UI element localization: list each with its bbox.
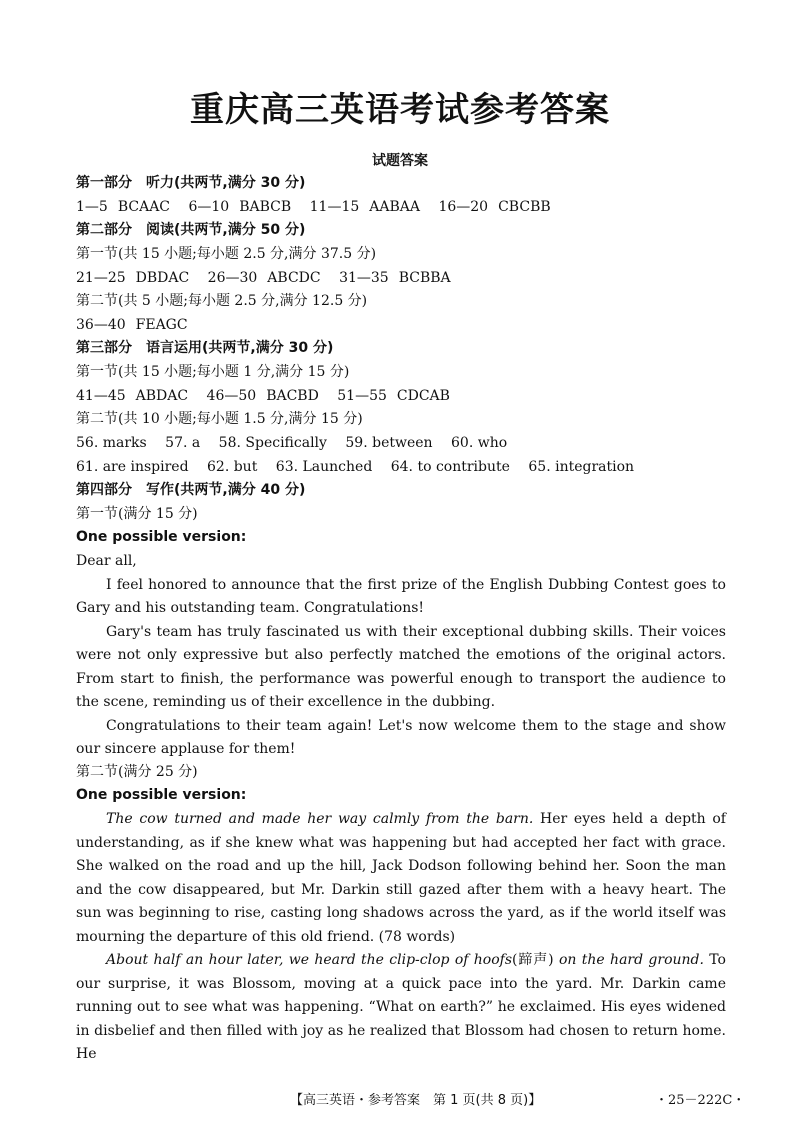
part2-section2: 第二节(共 5 小题;每小题 2.5 分,满分 12.5 分) (76, 293, 368, 309)
fill-answer: 58. Specifically (218, 435, 327, 451)
answer-key: AABAA (369, 199, 420, 215)
story-lead-sentence: The cow turned and made her way calmly from the barn. (106, 811, 534, 827)
answer-range: 11—15 (309, 199, 360, 215)
footer-page-info: 【高三英语・参考答案 第 1 页(共 8 页)】 (290, 1093, 542, 1108)
story-paragraph (76, 808, 726, 949)
fill-answer: 60. who (451, 435, 508, 451)
page-title: 重庆高三英语考试参考答案 (190, 90, 610, 130)
version-label: One possible version: (76, 529, 247, 545)
page-subtitle: 试题答案 (372, 153, 428, 169)
story-text: To our surprise, it was Blossom, moving at a quick pace into the yard. Mr. Darkin came running out to see what was happening. “What on earth?” he exclaimed. His eyes widened in disbelief and then filled with joy as he realized that Blossom had chosen to return home. He (76, 952, 726, 1062)
answer-range: 31—35 (339, 270, 389, 286)
letter-paragraph: Congratulations to their team again! Let's now welcome them to the stage and show our sincere applause for them! (76, 717, 726, 757)
fill-answer: 57. a (165, 435, 201, 451)
fill-answer: 63. Launched (275, 459, 373, 475)
part2-section1: 第一节(共 15 小题;每小题 2.5 分,满分 37.5 分) (76, 246, 377, 262)
answer-key: BABCB (239, 199, 292, 215)
part3-section2: 第二节(共 10 小题;每小题 1.5 分,满分 15 分) (76, 411, 363, 427)
letter-essay (76, 550, 726, 762)
fill-answer: 62. but (207, 459, 258, 475)
answer-range: 26—30 (207, 270, 258, 286)
part2-answers2 (76, 315, 188, 335)
answer-key: ABDAC (135, 388, 189, 404)
answer-key: CDCAB (396, 388, 450, 404)
fill-answer: 64. to contribute (390, 459, 510, 475)
part3-fill-row1 (76, 433, 507, 453)
part1-heading: 第一部分 听力(共两节,满分 30 分) (76, 175, 306, 191)
version-label: One possible version: (76, 787, 247, 803)
answer-key: ABCDC (267, 270, 321, 286)
answer-range: 16—20 (438, 199, 489, 215)
part2-answers1 (76, 268, 451, 288)
answer-range: 21—25 (76, 270, 126, 286)
story-paragraph (76, 949, 726, 1067)
answer-range: 46—50 (206, 388, 257, 404)
answer-key: BCBBA (398, 270, 451, 286)
answer-range: 41—45 (76, 388, 126, 404)
part3-section1: 第一节(共 15 小题;每小题 1 分,满分 15 分) (76, 364, 350, 380)
answer-range: 36—40 (76, 317, 126, 333)
part3-fill-row2 (76, 457, 634, 477)
fill-answer: 56. marks (76, 435, 147, 451)
fill-answer: 65. integration (528, 459, 635, 475)
part1-answers (76, 197, 551, 217)
part3-heading: 第三部分 语言运用(共两节,满分 30 分) (76, 340, 334, 356)
answer-range: 1—5 (76, 199, 108, 215)
footer-code: ・25－222C・ (655, 1093, 746, 1108)
story-lead-sentence: About half an hour later, we heard the clip-clop of hoofs (106, 952, 513, 968)
letter-paragraph: I feel honored to announce that the first prize of the English Dubbing Contest goes to Gary and his outstanding team. Congratulations! (76, 576, 726, 616)
answer-key: BCAAC (117, 199, 171, 215)
answer-key: FEAGC (135, 317, 188, 333)
story-text: Her eyes held a depth of understanding, as if she knew what was happening but had accepted her fact with grace. She walked on the road and up the hill, Jack Dodson following behind her. Soon the man and the cow disappeared, but Mr. Darkin still gazed after them with a heavy heart. The sun was beginning to rise, casting long shadows across the yard, as if the world itself was mourning the departure of this old friend. (78 words) (76, 811, 726, 945)
fill-answer: 59. between (345, 435, 433, 451)
part4-section1: 第一节(满分 15 分) (76, 506, 198, 522)
story-lead-sentence: on the hard ground. (553, 952, 704, 968)
answer-key: CBCBB (498, 199, 551, 215)
answer-range: 6—10 (188, 199, 230, 215)
part4-heading: 第四部分 写作(共两节,满分 40 分) (76, 482, 306, 498)
fill-answer: 61. are inspired (76, 459, 189, 475)
answer-key: DBDAC (135, 270, 190, 286)
part4-section2: 第二节(满分 25 分) (76, 764, 198, 780)
letter-greeting: Dear all, (76, 553, 137, 569)
answer-range: 51—55 (337, 388, 387, 404)
story-gloss: (蹄声) (512, 952, 554, 968)
story-essay (76, 808, 726, 1067)
answer-key: BACBD (266, 388, 319, 404)
letter-paragraph: Gary's team has truly fascinated us with their exceptional dubbing skills. Their voices were not only expressive but also perfectly matched the emotions of the original actors. From start to finish, the performance was powerful enough to transport the audience to the scene, reminding us of their excellence in the dubbing. (76, 623, 726, 710)
part2-heading: 第二部分 阅读(共两节,满分 50 分) (76, 222, 306, 238)
part3-answers1 (76, 386, 450, 406)
